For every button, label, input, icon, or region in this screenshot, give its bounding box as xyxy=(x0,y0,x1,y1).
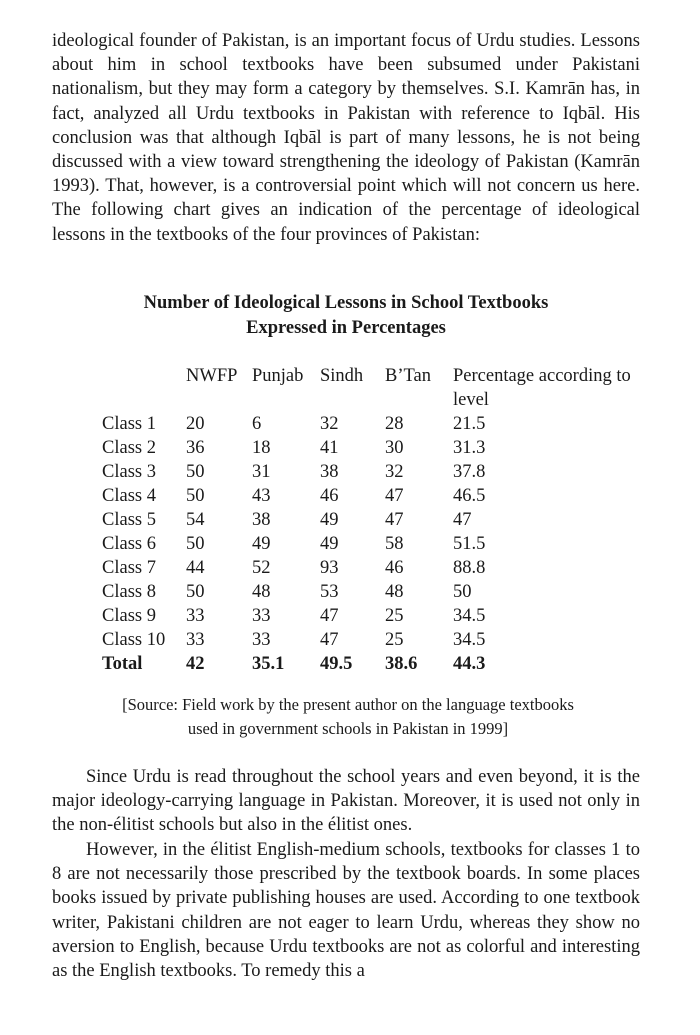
btan-value: 47 xyxy=(385,510,404,530)
percentage-value: 47 xyxy=(453,510,472,530)
class-label: Class 5 xyxy=(102,510,156,530)
btan-value: 46 xyxy=(385,558,404,578)
header-percentage-level: Percentage according to level xyxy=(453,366,631,410)
class-label: Class 4 xyxy=(102,486,156,506)
percentage-value: 31.3 xyxy=(453,438,486,458)
header-nwfp: NWFP xyxy=(186,366,238,386)
nwfp-value: 33 xyxy=(186,606,205,626)
table-title xyxy=(0,291,692,341)
nwfp-value: 50 xyxy=(186,462,205,482)
sindh-value: 49 xyxy=(320,510,339,530)
nwfp-value: 50 xyxy=(186,486,205,506)
btan-value: 58 xyxy=(385,534,404,554)
total-nwfp: 42 xyxy=(186,654,205,674)
btan-value: 25 xyxy=(385,630,404,650)
total-punjab: 35.1 xyxy=(252,654,285,674)
percentage-value: 34.5 xyxy=(453,630,486,650)
percentage-value: 50 xyxy=(453,582,472,602)
sindh-value: 49 xyxy=(320,534,339,554)
class-label: Class 3 xyxy=(102,462,156,482)
source-line-1: [Source: Field work by the present author on the language textbooks xyxy=(122,695,574,714)
header-sindh: Sindh xyxy=(320,366,364,386)
sindh-value: 47 xyxy=(320,630,339,650)
btan-value: 28 xyxy=(385,414,404,434)
source-line-2: used in government schools in Pakistan in 1999] xyxy=(187,719,509,738)
sindh-value: 41 xyxy=(320,438,339,458)
btan-value: 25 xyxy=(385,606,404,626)
percentage-value: 34.5 xyxy=(453,606,486,626)
sindh-value: 32 xyxy=(320,414,339,434)
sindh-value: 93 xyxy=(320,558,339,578)
total-percentage: 44.3 xyxy=(453,654,486,674)
paragraph-urdu-ideology: Since Urdu is read throughout the school years and even beyond, it is the major ideology-carrying language in Pakistan. Moreover, it is used not only in the non-élitist schools but also in the élitist ones. xyxy=(52,767,640,836)
total-label: Total xyxy=(102,654,143,674)
table-title-line-2: Expressed in Percentages xyxy=(246,318,446,338)
punjab-value: 33 xyxy=(252,630,271,650)
percentage-value: 51.5 xyxy=(453,534,486,554)
class-label: Class 2 xyxy=(102,438,156,458)
nwfp-value: 44 xyxy=(186,558,205,578)
punjab-value: 6 xyxy=(252,414,262,434)
btan-value: 47 xyxy=(385,486,404,506)
sindh-value: 53 xyxy=(320,582,339,602)
paragraph-intro: ideological founder of Pakistan, is an important focus of Urdu studies. Lessons about him in school textbooks have been subsumed under Pakistani nationalism, but they may form a category by themselves. S.I. Kamrān has, in fact, analyzed all Urdu textbooks in Pakistan with reference to Iqbāl. His conclusion was that although Iqbāl is part of many lessons, he is not being discussed with a view toward strengthening the ideology of Pakistan (Kamrān 1993). That, however, is a controversial point which will not concern us here. The following chart gives an indication of the percentage of ideological lessons in the textbooks of the four provinces of Pakistan: xyxy=(52,31,640,245)
punjab-value: 49 xyxy=(252,534,271,554)
nwfp-value: 33 xyxy=(186,630,205,650)
nwfp-value: 20 xyxy=(186,414,205,434)
class-label: Class 9 xyxy=(102,606,156,626)
class-label: Class 1 xyxy=(102,414,156,434)
btan-value: 48 xyxy=(385,582,404,602)
header-punjab: Punjab xyxy=(252,366,304,386)
nwfp-value: 50 xyxy=(186,582,205,602)
percentage-value: 46.5 xyxy=(453,486,486,506)
percentage-value: 88.8 xyxy=(453,558,486,578)
total-btan: 38.6 xyxy=(385,654,418,674)
punjab-value: 33 xyxy=(252,606,271,626)
punjab-value: 48 xyxy=(252,582,271,602)
nwfp-value: 50 xyxy=(186,534,205,554)
sindh-value: 47 xyxy=(320,606,339,626)
btan-value: 30 xyxy=(385,438,404,458)
punjab-value: 18 xyxy=(252,438,271,458)
class-label: Class 7 xyxy=(102,558,156,578)
total-sindh: 49.5 xyxy=(320,654,353,674)
class-label: Class 8 xyxy=(102,582,156,602)
class-label: Class 10 xyxy=(102,630,166,650)
sindh-value: 46 xyxy=(320,486,339,506)
punjab-value: 43 xyxy=(252,486,271,506)
table-source-note xyxy=(0,693,696,741)
class-label: Class 6 xyxy=(102,534,156,554)
nwfp-value: 36 xyxy=(186,438,205,458)
nwfp-value: 54 xyxy=(186,510,205,530)
table-title-line-1: Number of Ideological Lessons in School Textbooks xyxy=(143,293,549,313)
btan-value: 32 xyxy=(385,462,404,482)
sindh-value: 38 xyxy=(320,462,339,482)
percentage-value: 37.8 xyxy=(453,462,486,482)
paragraph-elitist-schools: However, in the élitist English-medium schools, textbooks for classes 1 to 8 are not necessarily those prescribed by the textbook boards. In some places books issued by private publishing houses are used. According to one textbook writer, Pakistani children are not eager to learn Urdu, whereas they show no aversion to English, because Urdu textbooks are not as colorful and interesting as the English textbooks. To remedy this a xyxy=(52,840,640,982)
punjab-value: 38 xyxy=(252,510,271,530)
punjab-value: 31 xyxy=(252,462,271,482)
percentage-value: 21.5 xyxy=(453,414,486,434)
header-btan: B’Tan xyxy=(385,366,431,386)
punjab-value: 52 xyxy=(252,558,271,578)
